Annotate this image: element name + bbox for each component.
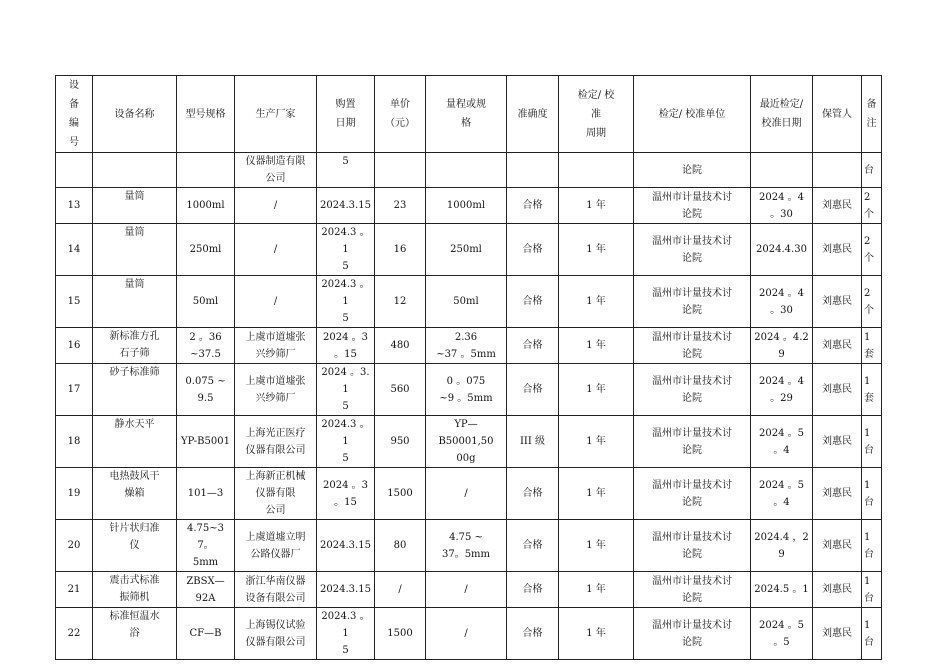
table-cell: 20 <box>56 520 93 572</box>
table-cell: 560 <box>375 364 426 416</box>
table-row <box>56 364 882 416</box>
table-cell: 温州市计量技术讨 论院 <box>634 364 751 416</box>
table-row <box>56 224 882 276</box>
table-cell: 80 <box>375 520 426 572</box>
table-cell: 温州市计量技术讨 论院 <box>634 276 751 328</box>
table-cell: 温州市计量技术讨 论院 <box>634 572 751 608</box>
table-cell: 合格 <box>507 328 559 364</box>
table-cell: 2024.3 。1 5 <box>317 224 375 276</box>
table-cell: 震击式标准 振筛机 <box>93 572 177 608</box>
table-cell: 2024 。4 。30 <box>751 188 813 224</box>
table-cell: 23 <box>375 188 426 224</box>
table-cell: 1 台 <box>862 520 882 572</box>
table-cell: 温州市计量技术讨 论院 <box>634 608 751 660</box>
table-cell <box>177 153 235 188</box>
table-cell: 2024.3.15 <box>317 572 375 608</box>
table-cell: 250ml <box>177 224 235 276</box>
table-cell: 2024.3 。1 5 <box>317 276 375 328</box>
table-row <box>56 188 882 224</box>
table-cell: 新标准方孔 石子筛 <box>93 328 177 364</box>
table-cell: 22 <box>56 608 93 660</box>
table-cell: 1500 <box>375 608 426 660</box>
table-cell: 1 台 <box>862 416 882 468</box>
table-cell: 温州市计量技术讨 论院 <box>634 416 751 468</box>
table-cell: 刘惠民 <box>813 520 862 572</box>
table-cell: 2024.3 。1 5 <box>317 416 375 468</box>
column-header: 检定/ 校准单位 <box>634 76 751 153</box>
table-cell: 1 年 <box>559 224 634 276</box>
table-cell: 仪器制造有限 公司 <box>235 153 317 188</box>
table-cell: 2024 。3.1 5 <box>317 364 375 416</box>
table-cell: / <box>375 572 426 608</box>
table-cell: 2 个 <box>862 224 882 276</box>
table-cell: 刘惠民 <box>813 188 862 224</box>
table-cell: 论院 <box>634 153 751 188</box>
table-cell: 18 <box>56 416 93 468</box>
column-header: 设备名称 <box>93 76 177 153</box>
table-cell <box>751 153 813 188</box>
table-row <box>56 276 882 328</box>
table-cell: 刘惠民 <box>813 328 862 364</box>
table-cell: 2 。36 ~37.5 <box>177 328 235 364</box>
table-cell: 上海新正机械 仪器有限 公司 <box>235 468 317 520</box>
table-cell: 合格 <box>507 520 559 572</box>
table-cell: 21 <box>56 572 93 608</box>
column-header: 准确度 <box>507 76 559 153</box>
table-cell: 1000ml <box>177 188 235 224</box>
table-cell: 12 <box>375 276 426 328</box>
header-row <box>56 76 882 153</box>
table-cell: 合格 <box>507 608 559 660</box>
table-cell: 刘惠民 <box>813 416 862 468</box>
table-cell: 砂子标准筛 <box>93 364 177 416</box>
table-cell: YP— B50001,50 00g <box>426 416 507 468</box>
column-header: 生产厂家 <box>235 76 317 153</box>
table-row <box>56 416 882 468</box>
table-cell: 1 年 <box>559 572 634 608</box>
table-cell: / <box>426 468 507 520</box>
table-cell: 温州市计量技术讨 论院 <box>634 468 751 520</box>
table-cell: 温州市计量技术讨 论院 <box>634 188 751 224</box>
table-cell: 1 年 <box>559 328 634 364</box>
table-cell: 刘惠民 <box>813 364 862 416</box>
column-header: 单价 （元） <box>375 76 426 153</box>
table-cell: 19 <box>56 468 93 520</box>
table-row <box>56 328 882 364</box>
table-cell: 1 台 <box>862 608 882 660</box>
table-cell: 量筒 <box>93 188 177 224</box>
table-cell: 15 <box>56 276 93 328</box>
table-cell: 1 年 <box>559 188 634 224</box>
column-header: 购置 日期 <box>317 76 375 153</box>
table-cell: 2024.3.15 <box>317 520 375 572</box>
table-cell: 5 <box>317 153 375 188</box>
table-cell: 1 台 <box>862 572 882 608</box>
table-cell: 浙江华南仪器 设备有限公司 <box>235 572 317 608</box>
column-header: 备 注 <box>862 76 882 153</box>
table-cell: 2024 。5 。5 <box>751 608 813 660</box>
table-cell: 4.75~37。 5mm <box>177 520 235 572</box>
table-cell: 2024 。4.2 9 <box>751 328 813 364</box>
table-cell: / <box>235 224 317 276</box>
table-cell: 量筒 <box>93 224 177 276</box>
table-cell: 标准恒温水 浴 <box>93 608 177 660</box>
table-cell <box>813 153 862 188</box>
table-cell: 101—3 <box>177 468 235 520</box>
table-cell: 13 <box>56 188 93 224</box>
table-cell: 刘惠民 <box>813 276 862 328</box>
table-cell: 合格 <box>507 276 559 328</box>
table-cell: 2 个 <box>862 188 882 224</box>
table-cell: ZBSX— 92A <box>177 572 235 608</box>
table-cell: 针片状归准 仪 <box>93 520 177 572</box>
table-cell: 16 <box>375 224 426 276</box>
column-header: 设 备 编 号 <box>56 76 93 153</box>
table-cell: 刘惠民 <box>813 608 862 660</box>
table-cell: 1 年 <box>559 364 634 416</box>
table-cell: 2024 。5 。4 <box>751 468 813 520</box>
table-cell <box>507 153 559 188</box>
table-cell: 250ml <box>426 224 507 276</box>
table-cell: 1500 <box>375 468 426 520</box>
table-cell: / <box>235 276 317 328</box>
table-row <box>56 608 882 660</box>
column-header: 型号规格 <box>177 76 235 153</box>
table-cell: 1 年 <box>559 468 634 520</box>
table-cell: 刘惠民 <box>813 224 862 276</box>
table-cell: 2024.5 。1 <box>751 572 813 608</box>
table-cell: 上海锡仪试验 仪器有限公司 <box>235 608 317 660</box>
table-cell: 1 套 <box>862 364 882 416</box>
table-cell: 950 <box>375 416 426 468</box>
table-cell: 2024.4 ，2 9 <box>751 520 813 572</box>
table-cell: 1 台 <box>862 468 882 520</box>
table-cell: / <box>426 572 507 608</box>
table-cell: 50ml <box>426 276 507 328</box>
table-cell: 静水天平 <box>93 416 177 468</box>
table-cell: 2.36 ~37 。5mm <box>426 328 507 364</box>
table-cell: 上虞市道墟张 兴纱筛厂 <box>235 328 317 364</box>
table-cell: 合格 <box>507 572 559 608</box>
equipment-table <box>55 75 882 660</box>
table-cell: 刘惠民 <box>813 468 862 520</box>
table-cell: 合格 <box>507 188 559 224</box>
column-header: 保管人 <box>813 76 862 153</box>
table-cell: 2024.3 。1 5 <box>317 608 375 660</box>
table-cell: 1 年 <box>559 416 634 468</box>
table-cell: 0 。075 ~9 。5mm <box>426 364 507 416</box>
table-cell: 0.075 ~ 9.5 <box>177 364 235 416</box>
table-cell: 2 个 <box>862 276 882 328</box>
table-cell: 2024.3.15 <box>317 188 375 224</box>
table-cell: 台 <box>862 153 882 188</box>
column-header: 量程或规 格 <box>426 76 507 153</box>
table-cell <box>426 153 507 188</box>
table-row <box>56 153 882 188</box>
table-cell: 1000ml <box>426 188 507 224</box>
table-cell: 1 年 <box>559 520 634 572</box>
table-cell: 50ml <box>177 276 235 328</box>
table-cell: 480 <box>375 328 426 364</box>
table-cell: 上虞道墟立明 公路仪器厂 <box>235 520 317 572</box>
table-cell: 刘惠民 <box>813 572 862 608</box>
table-cell: 温州市计量技术讨 论院 <box>634 224 751 276</box>
table-cell: 上虞市道墟张 兴纱筛厂 <box>235 364 317 416</box>
table-cell: 1 年 <box>559 276 634 328</box>
table-cell: 上海光正医疗 仪器有限公司 <box>235 416 317 468</box>
table-cell: 量筒 <box>93 276 177 328</box>
table-cell: YP-B5001 <box>177 416 235 468</box>
table-cell <box>559 153 634 188</box>
table-row <box>56 520 882 572</box>
table-cell: / <box>235 188 317 224</box>
table-cell: 2024 。4 。30 <box>751 276 813 328</box>
table-cell: 电热鼓风干 燥箱 <box>93 468 177 520</box>
table-cell: / <box>426 608 507 660</box>
table-cell: 合格 <box>507 364 559 416</box>
table-cell: 1 套 <box>862 328 882 364</box>
table-cell: 合格 <box>507 224 559 276</box>
table-cell: 2024 。3 。15 <box>317 328 375 364</box>
table-cell: 16 <box>56 328 93 364</box>
table-cell: 2024.4.30 <box>751 224 813 276</box>
table-cell: 2024 。3 。15 <box>317 468 375 520</box>
table-row <box>56 468 882 520</box>
table-cell: III 级 <box>507 416 559 468</box>
table-cell: 温州市计量技术讨 论院 <box>634 520 751 572</box>
table-cell <box>93 153 177 188</box>
table-cell: 合格 <box>507 468 559 520</box>
column-header: 最近检定/ 校准日期 <box>751 76 813 153</box>
table-cell: 4.75 ~ 37。5mm <box>426 520 507 572</box>
table-cell: 14 <box>56 224 93 276</box>
table-cell: 1 年 <box>559 608 634 660</box>
table-cell: 温州市计量技术讨 论院 <box>634 328 751 364</box>
table-cell: CF—B <box>177 608 235 660</box>
table-row <box>56 572 882 608</box>
table-cell <box>56 153 93 188</box>
table-cell: 17 <box>56 364 93 416</box>
table-cell: 2024 。4 。29 <box>751 364 813 416</box>
table-cell: 2024 。5 。4 <box>751 416 813 468</box>
column-header: 检定/ 校 准 周期 <box>559 76 634 153</box>
table-cell <box>375 153 426 188</box>
